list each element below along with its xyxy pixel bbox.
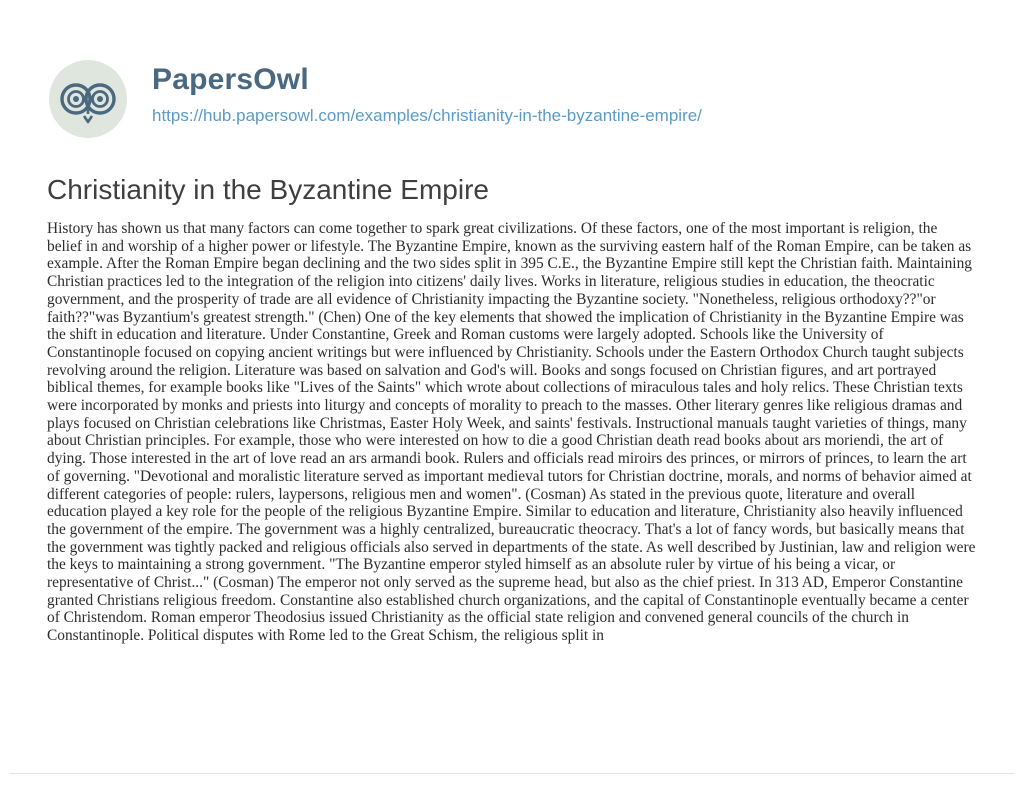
- essay-body: History has shown us that many factors can come together to spark great civilizations. Of these factors, one of the most important is religion, the belief in and worship of a higher power or lifestyle. The Byzantine Empire, known as the surviving eastern half of the Roman Empire, can be taken as example. After the Roman Empire began declining and the two sides split in 395 C.E., the Byzantine Empire still kept the Christian faith. Maintaining Christian practices led to the integration of the religion into citizens' daily lives. Works in literature, religious studies in education, the theocratic government, and the prosperity of trade are all evidence of Christianity impacting the Byzantine society. "Nonetheless, religious orthodoxy??"or faith??"was Byzantium's greatest strength." (Chen) One of the key elements that showed the implication of Christianity in the Byzantine Empire was the shift in education and literature. Under Constantine, Greek and Roman customs were largely adopted. Schools like the University of Constantinople focused on copying ancient writings but were influenced by Christianity. Schools under the Eastern Orthodox Church taught subjects revolving around the religion. Literature was based on salvation and God's will. Books and songs focused on Christian figures, and art portrayed biblical themes, for example books like "Lives of the Saints" which wrote about collections of miraculous tales and holy relics. These Christian texts were incorporated by monks and priests into liturgy and concepts of morality to preach to the masses. Other literary genres like religious dramas and plays focused on Christian celebrations like Christmas, Easter Holy Week, and saints' festivals. Instructional manuals taught varieties of things, many about Christian principles. For example, those who were interested on how to die a good Christian death read books about ars moriendi, the art of dying. Those interested in the art of love read an ars armandi book. Rulers and officials read miroirs des princes, or mirrors of princes, to learn the art of governing. "Devotional and moralistic literature served as important medieval tutors for Christian doctrine, morals, and norms of behavior aimed at different categories of people: rulers, laypersons, religious men and women". (Cosman) As stated in the previous quote, literature and overall education played a key role for the people of the religious Byzantine Empire. Similar to education and literature, Christianity also heavily influenced the government of the empire. The government was a highly centralized, bureaucratic theocracy. That's a lot of fancy words, but basically means that the government was tightly packed and religious officials also served in departments of the state. As well described by Justinian, law and religion were the keys to maintaining a strong government. "The Byzantine emperor styled himself as an absolute ruler by virtue of his being a vicar, or representative of Christ..." (Cosman) The emperor not only served as the supreme head, but also as the chief priest. In 313 AD, Emperor Constantine granted Christians religious freedom. Constantine also established church organizations, and the capital of Constantinople eventually became a center of Christendom. Roman emperor Theodosius issued Christianity as the official state religion and convened general councils of the church in Constantinople. Political disputes with Rome led to the Great Schism, the religious split in: [47, 220, 976, 645]
- page-title: Christianity in the Byzantine Empire: [47, 174, 489, 205]
- owl-eyes-icon[interactable]: [47, 58, 129, 140]
- source-url-link[interactable]: https://hub.papersowl.com/examples/christianity-in-the-byzantine-empire/: [152, 106, 702, 125]
- site-header: [47, 58, 987, 138]
- brand-name[interactable]: PapersOwl: [152, 63, 309, 96]
- footer-divider: [10, 773, 1014, 774]
